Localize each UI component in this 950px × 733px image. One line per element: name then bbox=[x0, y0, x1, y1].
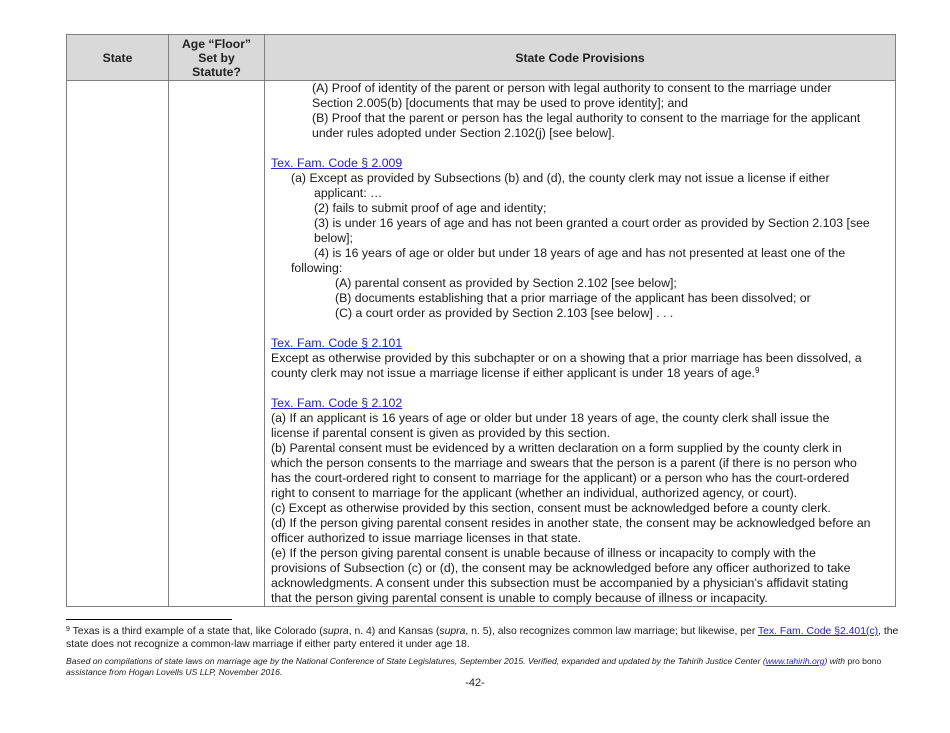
table-row bbox=[67, 81, 896, 607]
footnote-ref-9[interactable]: 9 bbox=[754, 366, 760, 375]
header-state: State bbox=[67, 35, 169, 81]
link-tahirih-org[interactable]: www.tahirih.org bbox=[765, 656, 825, 666]
cell-provisions bbox=[265, 81, 896, 607]
marriage-law-table bbox=[66, 34, 896, 607]
link-tex-fam-code-2101[interactable]: Tex. Fam. Code § 2.101 bbox=[271, 336, 403, 350]
footnote-divider bbox=[66, 619, 232, 620]
footnote-9: $^9$ Texas is a third example of a state that, like Colorado (supra, n. 4) and Kansas (supra, n. 5), also recognizes common law marriage; but likewise, per Tex. Fam. Code §2.401(c), the state does not recognize a common-law marriage if either party entered it under age 18. bbox=[66, 626, 899, 650]
link-tex-fam-code-2401c[interactable]: Tex. Fam. Code §2.401(c) bbox=[757, 626, 879, 637]
source-note: Based on compilations of state laws on marriage age by the National Conference of State Legislatures, September 2015. Verified, expanded and updated by the Tahirih Justice Center (www.tahirih.org) with pro bono assistance from Hogan Lovells US LLP, November 2016. bbox=[66, 656, 882, 677]
link-tex-fam-code-2102[interactable]: Tex. Fam. Code § 2.102 bbox=[271, 396, 403, 410]
link-tex-fam-code-2009[interactable]: Tex. Fam. Code § 2.009 bbox=[271, 156, 403, 170]
header-provisions: State Code Provisions bbox=[265, 35, 896, 81]
cell-state bbox=[67, 81, 169, 607]
section-2009: Tex. Fam. Code § 2.009 (a) Except as provided by Subsections (b) and (d), the county clerk may not issue a license if either applicant: … (2) fails to submit proof of age and identity; (3) is under 16 years of age and has not been granted a court order as provided by Section 2.103 [see below]; (4) is 16 years of age or older but under 18 years of age and has not presented at least one of the following: (A) parental consent as provided by Section 2.102 [see below]; (B) documents establishing that a prior marriage of the applicant has been dissolved; or (C) a court order as provided by Section 2.103 [see below] . . . bbox=[271, 156, 870, 320]
table-header-row bbox=[67, 35, 896, 81]
continued-provision: (A) Proof of identity of the parent or person with legal authority to consent to the marriage under Section 2.005(b) [documents that may be used to prove identity]; and (B) Proof that the parent or person has the legal authority to consent to the marriage for the applicant under rules adopted under Section 2.102(j) [see below]. bbox=[312, 81, 861, 140]
header-age-floor: Age “Floor” Set by Statute? bbox=[169, 35, 265, 81]
section-2101: Tex. Fam. Code § 2.101 Except as otherwise provided by this subchapter or on a showing that a prior marriage has been dissolved, a county clerk may not issue a marriage license if either applicant is under 18 years of age.$^9$ bbox=[271, 336, 862, 380]
cell-age-floor bbox=[169, 81, 265, 607]
section-2102: Tex. Fam. Code § 2.102 (a) If an applicant is 16 years of age or older but under 18 years of age, the county clerk shall issue the license if parental consent is given as provided by this section. (b) Parental consent must be evidenced by a written declaration on a form supplied by the county clerk in which the person consents to the marriage and swears that the person is a parent (if there is no person who has the court-ordered right to consent to marriage for the applicant) or a person who has the court-ordered right to consent to marriage for the applicant (whether an individual, authorized agency, or court). (c) Except as otherwise provided by this section, consent must be acknowledged before a county clerk. (d) If the person giving parental consent resides in another state, the consent may be acknowledged before an officer authorized to issue marriage licenses in that state. (e) If the person giving parental consent is unable because of illness or incapacity to comply with the provisions of Subsection (c) or (d), the consent may be acknowledged before any officer authorized to take acknowledgments. A consent under this subsection must be accompanied by a physician’s affidavit stating that the person giving parental consent is unable to comply because of illness or incapacity. bbox=[271, 396, 871, 605]
page-number: -42- bbox=[465, 677, 485, 689]
